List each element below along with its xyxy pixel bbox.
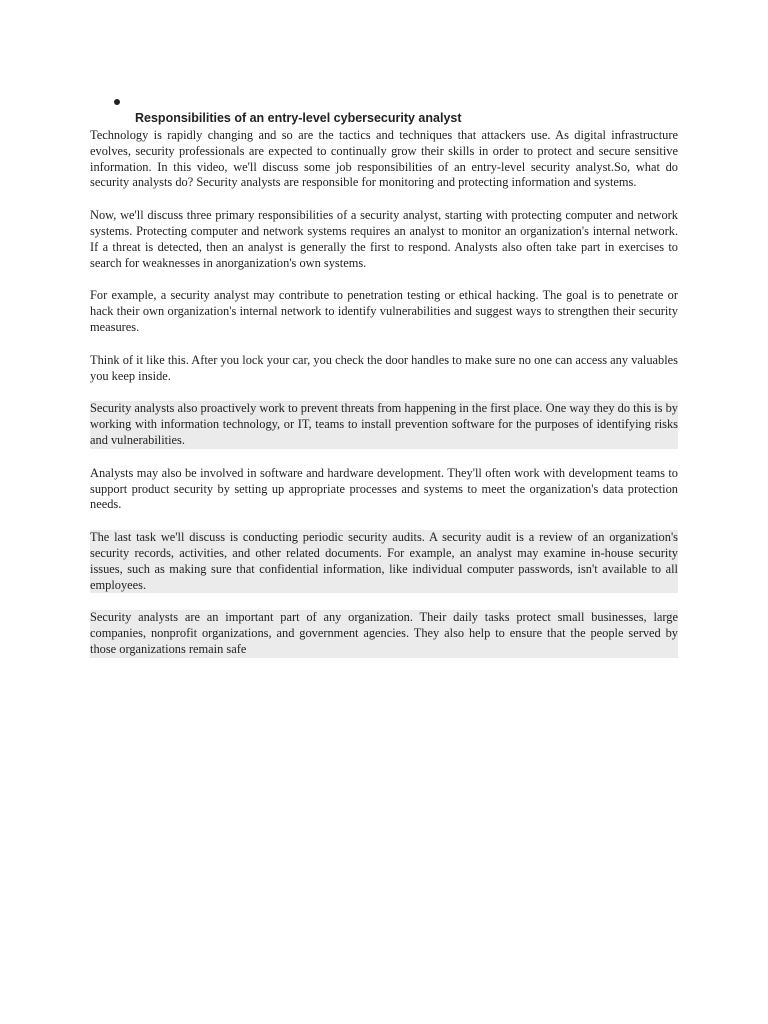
paragraph-responsibilities: Now, we'll discuss three primary responsibilities of a security analyst, starting with protecting computer and network systems. Protecting computer and network systems requires an analyst to monitor an organization's internal network. If a threat is detected, then an analyst is generally the first to respond. Analysts also often take part in exercises to search for weaknesses in anorganization's own systems.	[90, 208, 678, 270]
bullet-list-item	[90, 92, 678, 110]
paragraph-conclusion: Security analysts are an important part of any organization. Their daily tasks protect small businesses, large companies, nonprofit organizations, and government agencies. They also help to ensure that the people served by those organizations remain safe	[90, 610, 678, 656]
paragraph-prevention: Security analysts also proactively work to prevent threats from happening in the first place. One way they do this is by working with information technology, or IT, teams to install prevention software for the purposes of identifying risks and vulnerabilities.	[90, 401, 678, 447]
paragraph-audits: The last task we'll discuss is conducting periodic security audits. A security audit is a review of an organization's security records, activities, and other related documents. For example, an analyst may examine in-house security issues, such as making sure that confidential information, like individual computer passwords, isn't available to all employees.	[90, 530, 678, 592]
paragraph-development: Analysts may also be involved in software and hardware development. They'll often work with development teams to support product security by setting up appropriate processes and systems to meet the organization's data protection needs.	[90, 465, 678, 512]
paragraph-intro: Technology is rapidly changing and so are the tactics and techniques that attackers use. As digital infrastructure evolves, security professionals are expected to continually grow their skills in order to protect and secure sensitive information. In this video, we'll discuss some job responsibilities of an entry-level security analyst.So, what do security analysts do? Security analysts are responsible for monitoring and protecting information and systems.	[90, 128, 678, 190]
document-page	[90, 92, 678, 675]
document-heading: Responsibilities of an entry-level cybersecurity analyst	[135, 111, 462, 125]
bullet-icon	[114, 99, 120, 105]
paragraph-penetration-testing: For example, a security analyst may contribute to penetration testing or ethical hacking. The goal is to penetrate or hack their own organization's internal network to identify vulnerabilities and suggest ways to strengthen their security measures.	[90, 288, 678, 334]
paragraph-car-analogy: Think of it like this. After you lock your car, you check the door handles to make sure no one can access any valuables you keep inside.	[90, 352, 678, 383]
